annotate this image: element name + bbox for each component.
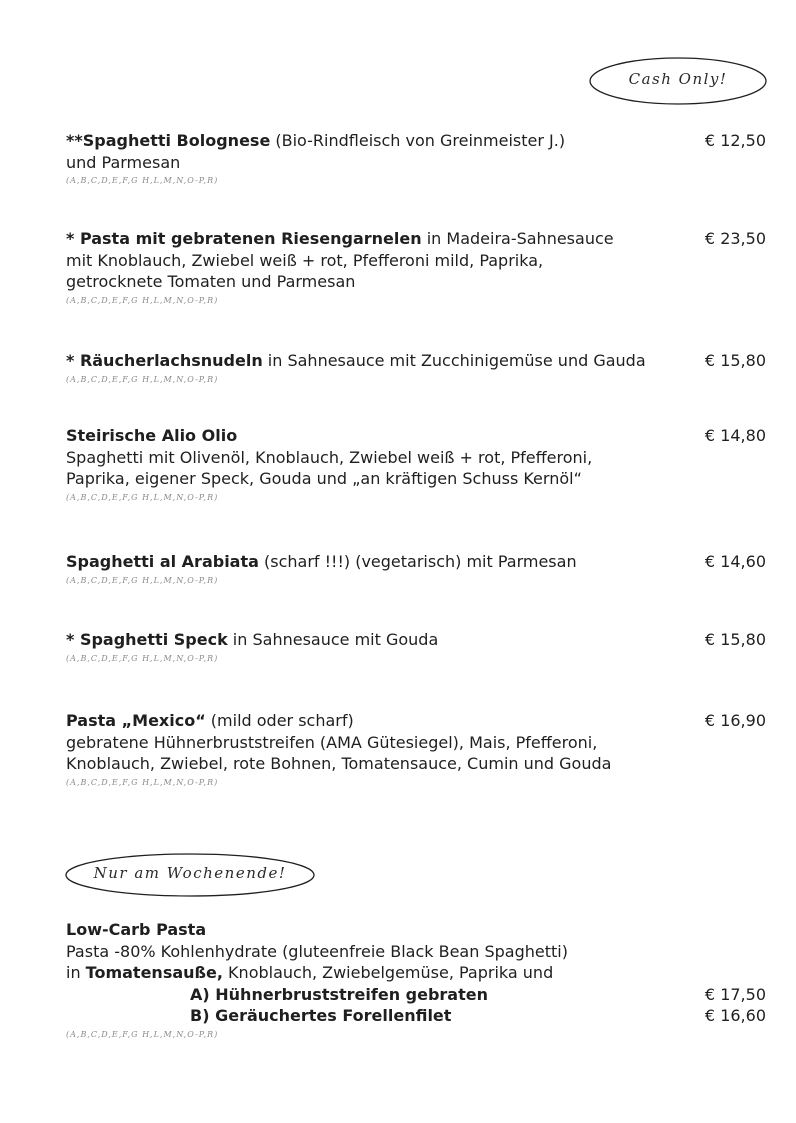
allergen-codes: (A,B,C,D,E,F,G H,L,M,N,O-P,R) [66, 575, 219, 585]
allergen-codes: (A,B,C,D,E,F,G H,L,M,N,O-P,R) [66, 374, 219, 384]
menu-item-steirische-alio-olio [66, 425, 726, 504]
item-description-line: getrocknete Tomaten und Parmesan [66, 272, 356, 291]
item-name: Spaghetti Speck [79, 630, 228, 649]
item-prefix: * [66, 229, 80, 248]
item-name: Spaghetti Bolognese [82, 131, 271, 150]
item-price: € 23,50 [704, 229, 766, 248]
option-b-price: € 16,60 [704, 1006, 766, 1025]
allergen-codes: (A,B,C,D,E,F,G H,L,M,N,O-P,R) [66, 295, 219, 305]
item-prefix: * [66, 351, 80, 370]
cash-only-badge [588, 56, 768, 106]
menu-item-raeucherlachsnudeln [66, 350, 726, 386]
item-description-line: gebratene Hühnerbruststreifen (AMA Gütesiegel), Mais, Pfefferoni, [66, 732, 598, 752]
option-b: B) Geräuchertes Forellenfilet [190, 1006, 452, 1025]
allergen-codes: (A,B,C,D,E,F,G H,L,M,N,O-P,R) [66, 653, 219, 663]
menu-item-spaghetti-arabiata [66, 551, 726, 587]
allergen-codes: (A,B,C,D,E,F,G H,L,M,N,O-P,R) [66, 176, 219, 185]
allergen-codes: (A,B,C,D,E,F,G H,L,M,N,O-P,R) [66, 492, 219, 502]
item-price: € 14,60 [704, 552, 766, 571]
item-price: € 15,80 [704, 630, 766, 649]
item-price: € 16,90 [704, 711, 766, 730]
menu-item-spaghetti-bolognese [66, 130, 726, 187]
option-a: A) Hühnerbruststreifen gebraten [190, 984, 488, 1004]
allergen-codes: (A,B,C,D,E,F,G H,L,M,N,O-P,R) [66, 1029, 219, 1039]
item-description-line: Spaghetti mit Olivenöl, Knoblauch, Zwiebel weiß + rot, Pfefferoni, [66, 447, 593, 467]
item-description-line: Paprika, eigener Speck, Gouda und „an kräftigen Schuss Kernöl“ [66, 469, 582, 488]
menu-item-spaghetti-speck [66, 629, 726, 665]
item-price: € 12,50 [704, 131, 766, 150]
item-description: (mild oder scharf) [205, 711, 354, 730]
item-description-line: mit Knoblauch, Zwiebel weiß + rot, Pfefferoni mild, Paprika, [66, 250, 544, 270]
item-prefix: * [66, 630, 80, 649]
item-description: in Sahnesauce mit Zucchinigemüse und Gauda [262, 351, 646, 370]
item-description: in Sahnesauce mit Gouda [227, 630, 439, 649]
item-description-line: Knoblauch, Zwiebel, rote Bohnen, Tomatensauce, Cumin und Gouda [66, 754, 612, 773]
item-description: Knoblauch, Zwiebelgemüse, Paprika und [222, 963, 554, 982]
cash-only-label: Cash Only! [628, 70, 728, 88]
menu-item-pasta-mexico [66, 710, 726, 789]
item-name: Pasta mit gebratenen Riesengarnelen [79, 229, 422, 248]
item-description-line: und Parmesan [66, 152, 181, 172]
weekend-label: Nur am Wochenende! [93, 864, 287, 882]
item-name: Räucherlachsnudeln [79, 351, 263, 370]
menu-item-pasta-riesengarnelen [66, 228, 726, 307]
item-description: (scharf !!!) (vegetarisch) mit Parmesan [258, 552, 577, 571]
option-a-price: € 17,50 [704, 984, 766, 1004]
item-price: € 14,80 [704, 426, 766, 445]
item-name: Steirische Alio Olio [66, 426, 238, 445]
item-description: (Bio-Rindfleisch von Greinmeister J.) [270, 131, 566, 150]
item-description-line: Pasta -80% Kohlenhydrate (gluteenfreie Black Bean Spaghetti) [66, 941, 568, 961]
item-prefix: ** [66, 131, 83, 150]
item-description-bold: Tomatensauße, [85, 963, 223, 982]
item-description: in Madeira-Sahnesauce [421, 229, 614, 248]
menu-item-low-carb-pasta [66, 919, 726, 1041]
item-price: € 15,80 [704, 351, 766, 370]
item-name: Low-Carb Pasta [66, 920, 207, 939]
item-name: Spaghetti al Arabiata [66, 552, 259, 571]
item-description: in [66, 963, 86, 982]
item-name: Pasta „Mexico“ [66, 711, 206, 730]
weekend-badge [64, 852, 316, 898]
allergen-codes: (A,B,C,D,E,F,G H,L,M,N,O-P,R) [66, 777, 219, 787]
